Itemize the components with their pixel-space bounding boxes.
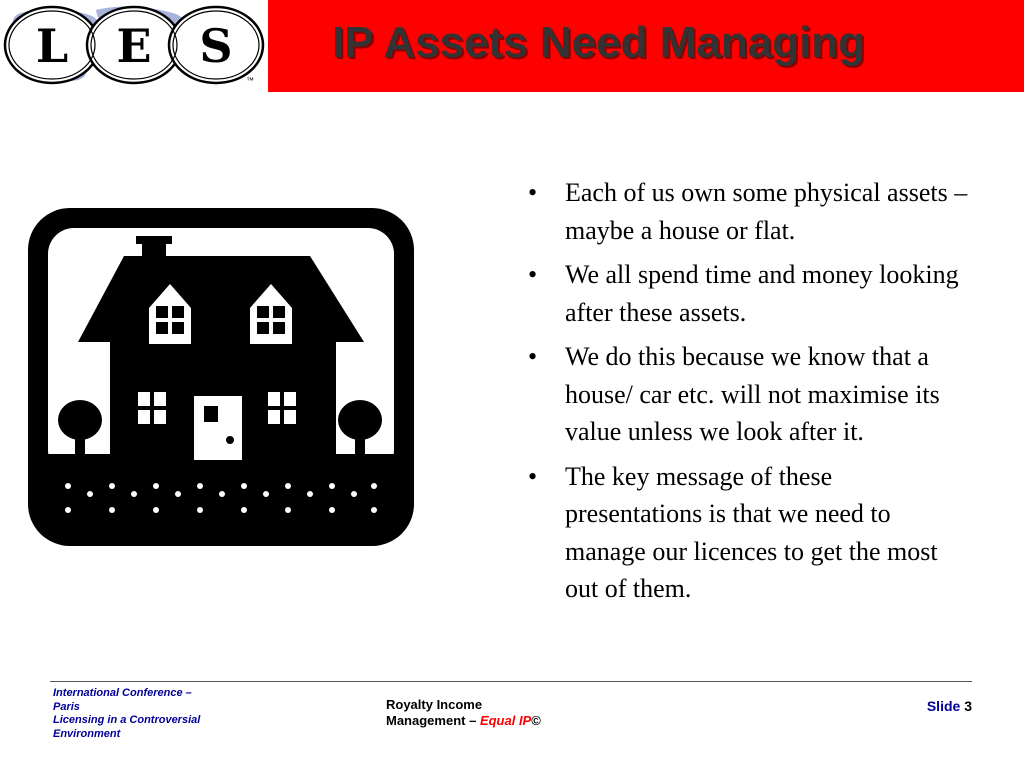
bullet-item [522, 338, 972, 451]
slide-header [0, 0, 1024, 92]
footer-conference [53, 687, 253, 741]
footer-mid-line2 [386, 713, 606, 729]
footer-left-line: Environment [53, 727, 121, 740]
slide-number [927, 698, 972, 714]
bullet-marker: • [528, 178, 538, 207]
les-logo [0, 0, 268, 92]
slide-number-value: 3 [964, 698, 972, 714]
footer-divider [50, 681, 972, 682]
footer-left-line: Licensing in a Controversial [53, 714, 201, 726]
bullet-marker: • [528, 342, 538, 371]
footer-left-line: International Conference – [53, 687, 192, 699]
bullet-text: The key message of these presentations is that we need to manage our licences to get the most out of them. [565, 461, 938, 603]
logo-trademark: ™ [246, 76, 254, 85]
logo-letter-l: L [35, 19, 69, 73]
bullet-item [522, 256, 972, 331]
bullet-text: Each of us own some physical assets – maybe a house or flat. [565, 178, 968, 245]
logo-letter-e: E [116, 19, 152, 73]
footer-mid-suffix: © [531, 713, 541, 728]
slide-title: IP Assets Need Managing [332, 18, 866, 67]
footer-mid-prefix: Management – [386, 713, 477, 728]
bullet-item [522, 174, 972, 249]
bullet-marker: • [528, 260, 538, 289]
footer-mid-highlight: Equal IP [479, 713, 532, 728]
house-icon [28, 208, 414, 551]
footer-mid-line1: Royalty Income [386, 697, 483, 712]
logo-letter-s: S [199, 19, 233, 73]
bullet-text: We do this because we know that a house/ car etc. will not maximise its value unless we look after it. [565, 342, 940, 446]
bullet-text: We all spend time and money looking after these assets. [565, 260, 959, 327]
bullet-item [522, 458, 972, 608]
footer-presentation-title [386, 697, 606, 729]
bullet-marker: • [528, 461, 538, 491]
slide-label: Slide [926, 698, 961, 714]
footer-left-line: Paris [53, 700, 80, 713]
bullet-list [522, 174, 972, 615]
